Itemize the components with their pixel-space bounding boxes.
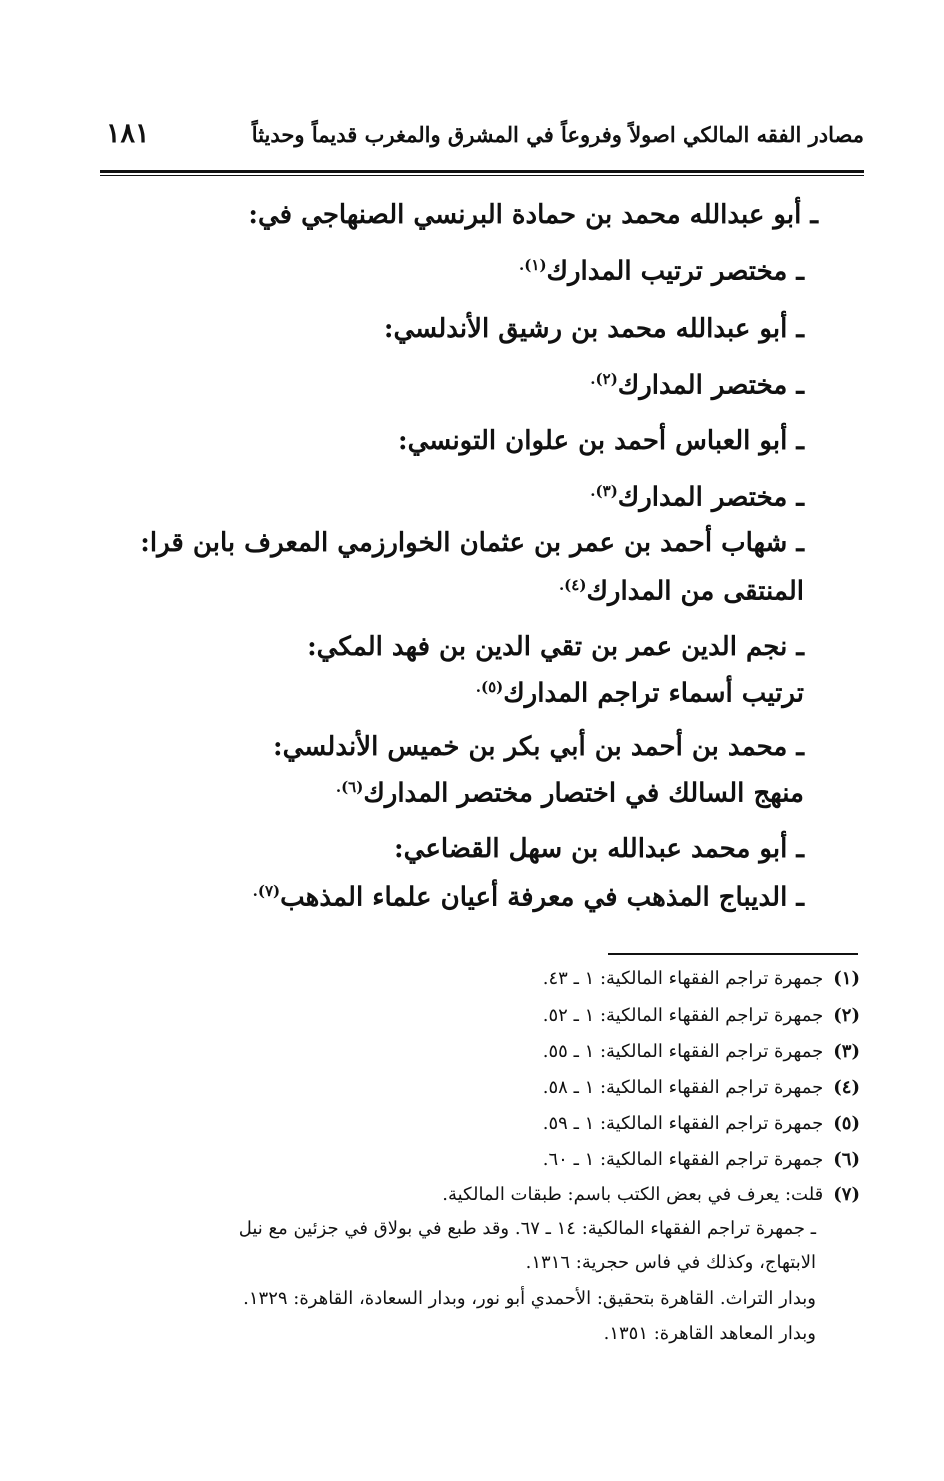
- text-line: ـ أبو محمد عبدالله بن سهل القضاعي:: [394, 834, 804, 864]
- footnote: (١)جمهرة تراجم الفقهاء المالكية: ١ ـ ٤٣.: [542, 968, 860, 989]
- running-title: مصادر الفقه المالكي اصولاً وفروعاً في المشرق والمغرب قديماً وحديثاً: [251, 122, 864, 147]
- footnote-separator: [608, 953, 858, 955]
- footnote: (٥)جمهرة تراجم الفقهاء المالكية: ١ ـ ٥٩.: [542, 1113, 860, 1134]
- footnote-continuation: ـ جمهرة تراجم الفقهاء المالكية: ١٤ ـ ٦٧. وقد طبع في بولاق في جزئين مع نيل: [238, 1218, 816, 1239]
- text-line: المنتقى من المدارك$^{(٤).}$: [558, 576, 804, 607]
- text-line: ترتيب أسماء تراجم المدارك$^{(٥).}$: [475, 678, 804, 709]
- header-rule-thin: [100, 175, 864, 176]
- header-rule: [100, 170, 864, 173]
- footnote: (٧)قلت: يعرف في بعض الكتب باسم: طبقات المالكية.: [442, 1184, 860, 1205]
- footnote-ref: (٦).: [335, 778, 364, 796]
- footnote-ref: (٥).: [475, 678, 504, 696]
- text-line: ـ الديباج المذهب في معرفة أعيان علماء المذهب$^{(٧).}$: [252, 882, 804, 913]
- text-line: ـ نجم الدين عمر بن تقي الدين بن فهد المكي:: [307, 632, 804, 662]
- footnote-continuation: وبدار التراث. القاهرة بتحقيق: الأحمدي أبو نور، وبدار السعادة، القاهرة: ١٣٢٩.: [243, 1288, 816, 1309]
- footnote-continuation: الابتهاج، وكذلك في فاس حجرية: ١٣١٦.: [525, 1252, 816, 1273]
- text-line: ـ محمد بن أحمد بن أبي بكر بن خميس الأندلسي:: [272, 732, 804, 762]
- footnote: (٣)جمهرة تراجم الفقهاء المالكية: ١ ـ ٥٥.: [542, 1041, 860, 1062]
- page-header: [0, 118, 944, 158]
- text-line: ـ أبو العباس أحمد بن علوان التونسي:: [397, 426, 804, 456]
- text-line: منهج السالك في اختصار مختصر المدارك$^{(٦).}$: [335, 778, 804, 809]
- page-number: ١٨١: [106, 118, 150, 149]
- footnote-ref: (٣).: [590, 482, 618, 500]
- footnote-ref: (٧).: [252, 882, 281, 900]
- text-line: ـ مختصر ترتيب المدارك$^{(١).}$: [519, 256, 804, 287]
- footnote-ref: (٤).: [558, 576, 587, 594]
- footnote: (٦)جمهرة تراجم الفقهاء المالكية: ١ ـ ٦٠.: [542, 1149, 860, 1170]
- footnote: (٢)جمهرة تراجم الفقهاء المالكية: ١ ـ ٥٢.: [542, 1005, 860, 1026]
- footnote-continuation: وبدار المعاهد القاهرة: ١٣٥١.: [603, 1323, 816, 1344]
- text-line: ـ شهاب أحمد بن عمر بن عثمان الخوارزمي المعرف بابن قرا:: [140, 528, 804, 558]
- footnote: (٤)جمهرة تراجم الفقهاء المالكية: ١ ـ ٥٨.: [542, 1077, 860, 1098]
- text-line: ـ مختصر المدارك$^{(٣).}$: [590, 482, 804, 513]
- footnote-ref: (٢).: [590, 370, 618, 388]
- text-line: ـ أبو عبدالله محمد بن رشيق الأندلسي:: [383, 314, 804, 344]
- footnote-ref: (١).: [519, 256, 547, 274]
- text-line: ـ أبو عبدالله محمد بن حمادة البرنسي الصنهاجي في:: [248, 200, 818, 230]
- text-line: ـ مختصر المدارك$^{(٢).}$: [590, 370, 804, 401]
